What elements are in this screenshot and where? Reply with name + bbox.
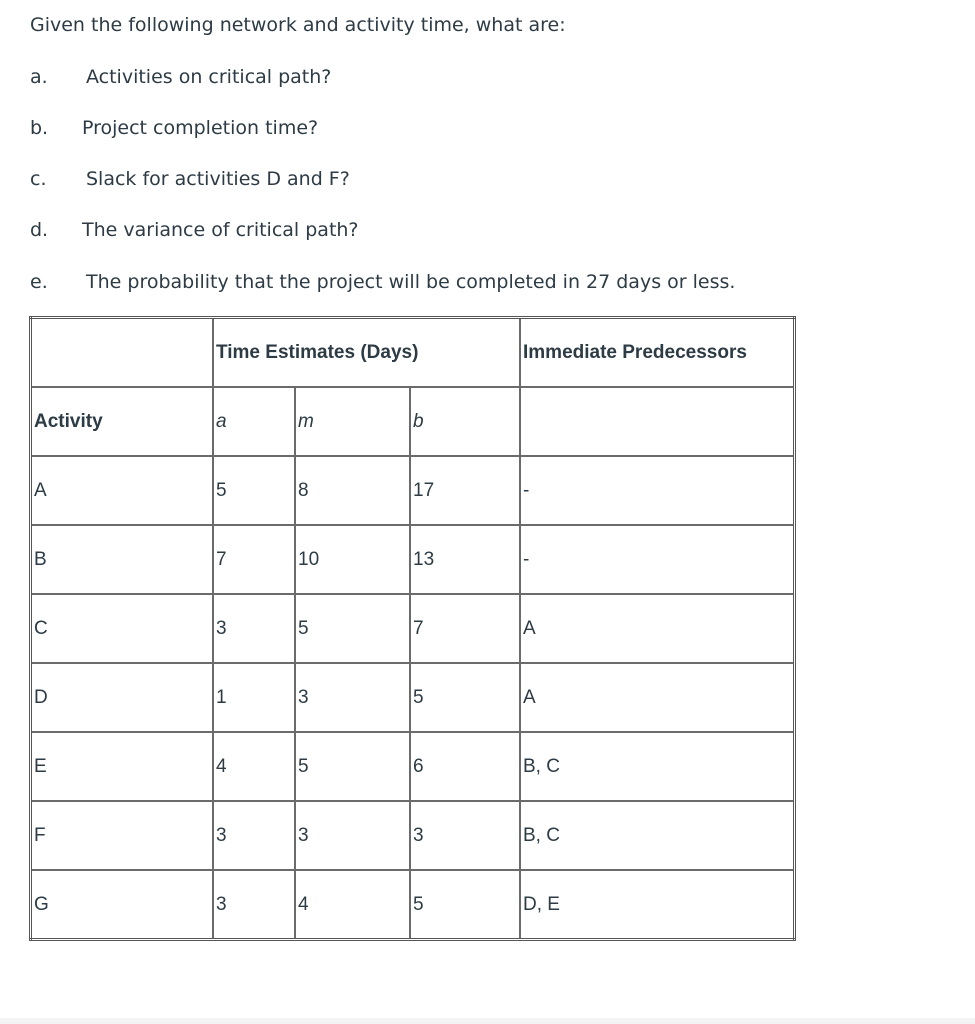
table-row: [31, 870, 795, 940]
predecessor-cell: A: [520, 663, 795, 732]
b-cell: 13: [410, 525, 520, 594]
m-cell: 4: [295, 870, 410, 940]
table-subheader-row: [31, 387, 795, 456]
question-text: Slack for activities D and F?: [86, 168, 350, 190]
m-cell: 3: [295, 801, 410, 870]
activity-header: Activity: [31, 387, 214, 456]
predecessor-cell: A: [520, 594, 795, 663]
question-c: [30, 166, 350, 192]
question-text: Project completion time?: [82, 117, 319, 139]
b-cell: 5: [410, 663, 520, 732]
activity-cell: B: [31, 525, 214, 594]
immediate-predecessors-header: Immediate Predecessors: [520, 318, 795, 388]
activity-time-table: [29, 316, 796, 941]
a-cell: 7: [213, 525, 295, 594]
question-text: Activities on critical path?: [86, 66, 332, 88]
empty-header-cell: [31, 318, 214, 388]
table-row: [31, 663, 795, 732]
a-cell: 3: [213, 870, 295, 940]
question-text: The probability that the project will be completed in 27 days or less.: [86, 271, 736, 293]
question-d: [30, 217, 359, 243]
a-cell: 3: [213, 801, 295, 870]
activity-cell: E: [31, 732, 214, 801]
m-cell: 10: [295, 525, 410, 594]
b-cell: 6: [410, 732, 520, 801]
activity-cell: D: [31, 663, 214, 732]
col-a-header: a: [213, 387, 295, 456]
question-e: [30, 269, 735, 295]
b-cell: 17: [410, 456, 520, 525]
question-letter: c.: [30, 168, 47, 190]
activity-cell: G: [31, 870, 214, 940]
m-cell: 3: [295, 663, 410, 732]
predecessor-cell: D, E: [520, 870, 795, 940]
empty-predecessor-cell: [520, 387, 795, 456]
question-letter: b.: [30, 117, 49, 139]
col-m-header: m: [295, 387, 410, 456]
a-cell: 1: [213, 663, 295, 732]
table-row: [31, 594, 795, 663]
predecessor-cell: B, C: [520, 732, 795, 801]
table-row: [31, 801, 795, 870]
b-cell: 7: [410, 594, 520, 663]
question-text: The variance of critical path?: [82, 219, 359, 241]
question-letter: d.: [30, 219, 49, 241]
predecessor-cell: B, C: [520, 801, 795, 870]
table-header-row: [31, 318, 795, 388]
m-cell: 5: [295, 732, 410, 801]
col-b-header: b: [410, 387, 520, 456]
m-cell: 8: [295, 456, 410, 525]
a-cell: 4: [213, 732, 295, 801]
intro-text: Given the following network and activity time, what are:: [30, 14, 566, 36]
question-a: [30, 64, 331, 90]
time-estimates-header: Time Estimates (Days): [213, 318, 520, 388]
activity-cell: F: [31, 801, 214, 870]
table-row: [31, 456, 795, 525]
b-cell: 3: [410, 801, 520, 870]
question-letter: e.: [30, 271, 48, 293]
m-cell: 5: [295, 594, 410, 663]
question-b: [30, 115, 318, 141]
b-cell: 5: [410, 870, 520, 940]
predecessor-cell: -: [520, 525, 795, 594]
bottom-band: [0, 1018, 975, 1024]
question-letter: a.: [30, 66, 48, 88]
table-row: [31, 525, 795, 594]
predecessor-cell: -: [520, 456, 795, 525]
table-row: [31, 732, 795, 801]
a-cell: 5: [213, 456, 295, 525]
a-cell: 3: [213, 594, 295, 663]
activity-cell: C: [31, 594, 214, 663]
activity-cell: A: [31, 456, 214, 525]
